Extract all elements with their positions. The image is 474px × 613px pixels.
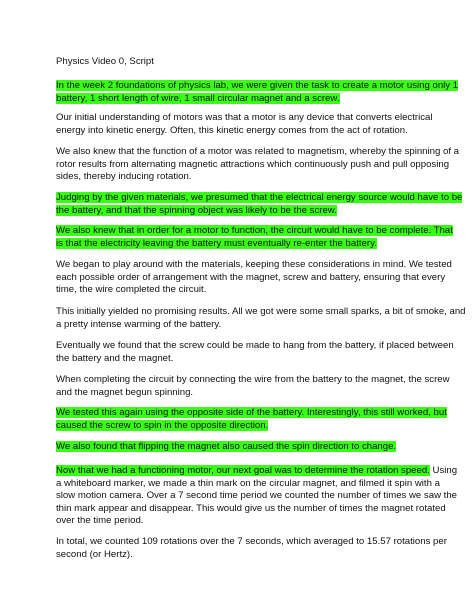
paragraph-line: rotor results from alternating magnetic attractions which continuously push and pull opposing [56,158,450,170]
paragraph-line: Eventually we found that the screw could be made to hang from the battery, if placed between [56,340,454,351]
paragraph-line: the battery and the magnet. [56,352,174,364]
paragraph-line: slow motion camera. Over a 7 second time period we counted the number of times we saw the [56,490,457,502]
paragraph-line: This initially yielded no promising results. All we got were some small sparks, a bit of smoke, and [56,306,466,317]
paragraph-1 [56,80,459,105]
paragraph-line: second (or Hertz). [56,548,133,560]
paragraph-9 [56,374,450,399]
paragraph-line: over the time period. [56,515,144,527]
document-title: Physics Video 0, Script [56,56,154,67]
paragraph-7 [56,306,466,331]
paragraph-line: caused the screw to spin in the opposite direction. [56,419,269,431]
paragraph-line: In the week 2 foundations of physics lab, we were given the task to create a motor using only 1 [56,80,459,91]
paragraph-line-continuation: Using [429,465,458,476]
paragraph-line: Our initial understanding of motors was that a motor is any device that converts electrical [56,112,433,123]
paragraph-line: time, the wire completed the circuit. [56,284,207,296]
paragraph-4 [56,192,463,217]
paragraph-line: sides, thereby inducing rotation. [56,171,192,183]
paragraph-line: We also found that flipping the magnet also caused the spin direction to change. [56,441,397,452]
paragraph-line: When completing the circuit by connecting the wire from the battery to the magnet, the screw [56,374,450,385]
paragraph-line: In total, we counted 109 rotations over the 7 seconds, which averaged to 15.57 rotations per [56,536,447,547]
paragraph-6 [56,259,452,297]
paragraph-line: a whiteboard marker, we made a thin mark on the circular magnet, and filmed it spin with a [56,477,440,489]
paragraph-11 [56,441,422,454]
paragraph-line-highlighted: Now that we had a functioning motor, our next goal was to determine the rotation speed. [56,465,430,476]
paragraph-line: is that the electricity leaving the battery must eventually re-enter the battery. [56,237,377,249]
paragraph-line: each possible order of arrangement with the magnet, screw and battery, ensuring that every [56,271,446,283]
paragraph-5 [56,225,453,250]
paragraph-line: We also knew that in order for a motor to function, the circuit would have to be complete. That [56,225,453,236]
paragraph-line: and the magnet begun spinning. [56,386,194,398]
paragraph-line: energy into kinetic energy. Often, this kinetic energy comes from the act of rotation. [56,124,408,136]
paragraph-line: battery, 1 short length of wire, 1 small circular magnet and a screw. [56,92,340,104]
paragraph-line: thin mark appear and disappear. This would give us the number of times the magnet rotated [56,502,446,514]
paragraph-line: the battery, and that the spinning object was likely to be the screw. [56,204,337,216]
paragraph-8 [56,340,454,365]
paragraph-line: We also knew that the function of a motor was related to magnetism, whereby the spinning of a [56,146,459,157]
paragraph-12 [56,465,458,528]
paragraph-line: Judging by the given materials, we presumed that the electrical energy source would have to be [56,192,463,203]
paragraph-line: a pretty intense warming of the battery. [56,318,222,330]
paragraph-10 [56,407,447,432]
paragraph-line: We began to play around with the materials, keeping these considerations in mind. We tested [56,259,452,270]
paragraph-13 [56,536,447,561]
paragraph-3 [56,146,459,184]
paragraph-line: We tested this again using the opposite side of the battery. Interestingly, this still worked, but [56,407,447,418]
paragraph-2 [56,112,433,137]
